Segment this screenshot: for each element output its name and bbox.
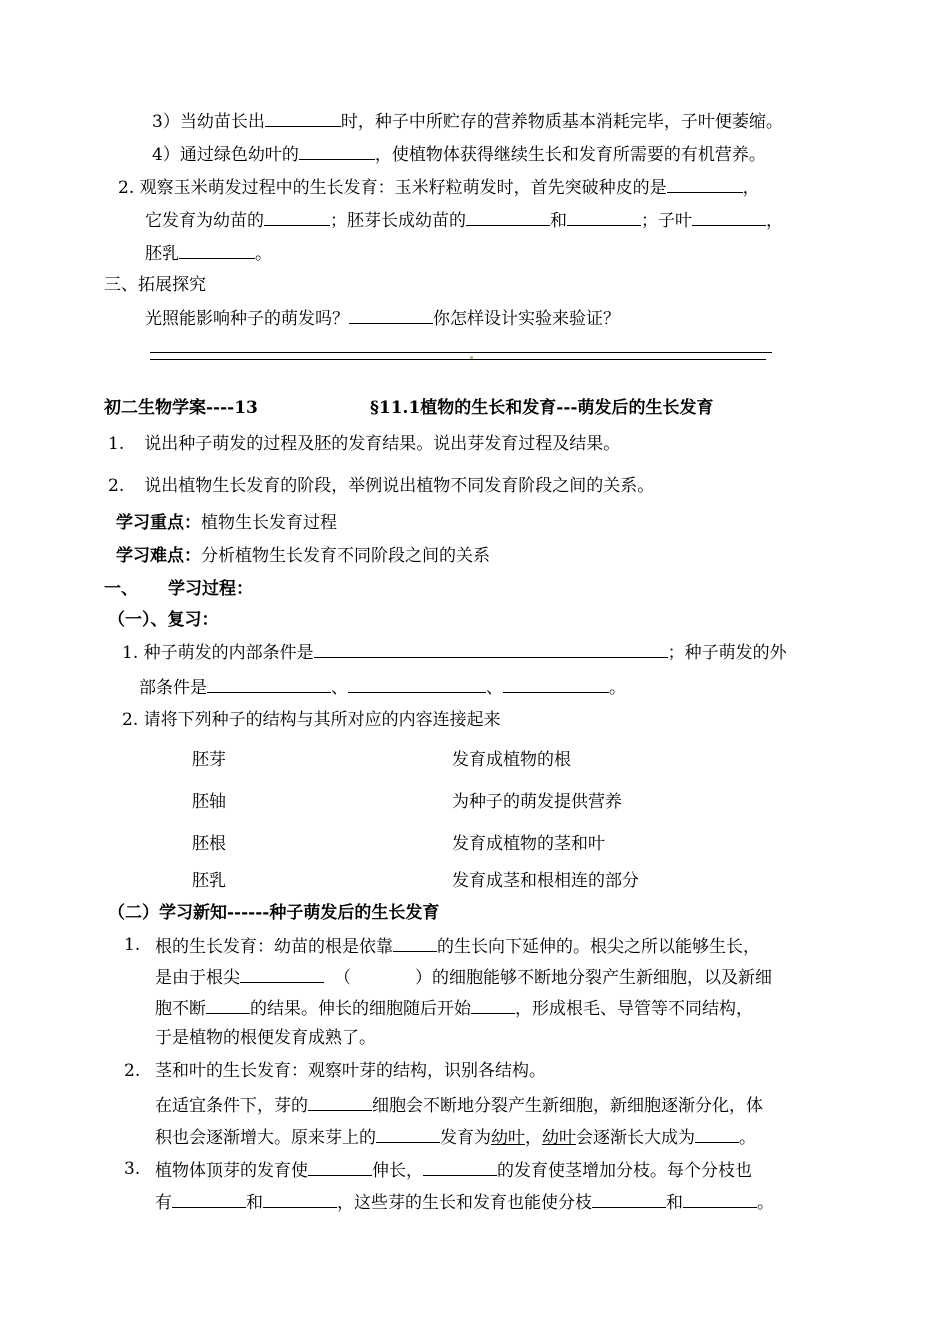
text: ；子叶 bbox=[641, 211, 692, 231]
function-item[interactable]: 发育成植物的根 bbox=[452, 750, 571, 770]
fill-blank[interactable] bbox=[567, 207, 641, 226]
fill-blank[interactable] bbox=[376, 1124, 440, 1143]
text: 学习过程： bbox=[168, 579, 253, 599]
fill-blank[interactable] bbox=[393, 933, 437, 952]
text: 胞不断 bbox=[155, 999, 206, 1019]
structure-item[interactable]: 胚轴 bbox=[192, 792, 226, 812]
text: 和 bbox=[246, 1193, 263, 1213]
text: 细胞会不断地分裂产生新细胞，新细胞逐渐分化，体 bbox=[372, 1096, 763, 1116]
p1-line-3 bbox=[155, 995, 753, 1021]
text: （ bbox=[334, 968, 351, 988]
fill-blank[interactable] bbox=[263, 1189, 337, 1208]
fill-blank[interactable] bbox=[179, 240, 255, 259]
text: 。 bbox=[757, 1193, 774, 1213]
text: ；种子萌发的外 bbox=[667, 643, 787, 663]
text: ；胚芽长成幼苗的 bbox=[330, 211, 466, 231]
text: 说出种子萌发的过程及胚的发育结果。说出芽发育过程及结果。 bbox=[144, 434, 621, 454]
function-item[interactable]: 发育成茎和根相连的部分 bbox=[452, 871, 639, 891]
text: 和 bbox=[666, 1193, 683, 1213]
text: 。 bbox=[255, 244, 272, 264]
text: ， bbox=[525, 1128, 542, 1148]
text: 伸长， bbox=[372, 1161, 423, 1181]
function-item[interactable]: 为种子的萌发提供营养 bbox=[452, 792, 622, 812]
text: 它发育为幼苗的 bbox=[145, 211, 264, 231]
review-q2: 2. 请将下列种子的结构与其所对应的内容连接起来 bbox=[122, 710, 501, 730]
text: 发育为 bbox=[440, 1128, 491, 1148]
fill-blank[interactable] bbox=[264, 207, 330, 226]
text: 胚乳 bbox=[145, 244, 179, 264]
fill-blank[interactable] bbox=[265, 108, 341, 127]
fill-blank[interactable] bbox=[172, 1189, 246, 1208]
label: 学习难点： bbox=[116, 546, 201, 566]
fill-blank[interactable] bbox=[308, 1157, 372, 1176]
p3-number: 3. bbox=[124, 1159, 141, 1179]
fill-blank[interactable] bbox=[592, 1189, 666, 1208]
top-line-4 bbox=[145, 207, 783, 233]
text: 3）当幼苗长出 bbox=[152, 112, 265, 132]
process-heading bbox=[104, 577, 253, 601]
section-3-title: 三、拓展探究 bbox=[104, 275, 206, 295]
p2-line-2 bbox=[155, 1092, 763, 1118]
p3-line-2 bbox=[155, 1189, 774, 1215]
fill-blank[interactable] bbox=[423, 1157, 497, 1176]
page-title: §11.1植物的生长和发育---萌发后的生长发育 bbox=[370, 398, 714, 418]
structure-item[interactable]: 胚乳 bbox=[192, 871, 226, 891]
text: 部条件是 bbox=[139, 678, 207, 698]
list-number: 一、 bbox=[104, 579, 138, 599]
p1-line-4: 于是植物的根便发育成熟了。 bbox=[155, 1028, 376, 1048]
text: ， bbox=[766, 211, 783, 231]
text: 的生长向下延伸的。根尖之所以能够生长， bbox=[437, 937, 760, 957]
fill-blank[interactable] bbox=[240, 964, 324, 983]
list-number: 1. bbox=[108, 434, 125, 454]
text: 4）通过绿色幼叶的 bbox=[152, 145, 299, 165]
label: 学习重点： bbox=[116, 513, 201, 533]
fill-blank[interactable] bbox=[471, 995, 515, 1014]
text: 说出植物生长发育的阶段，举例说出植物不同发育阶段之间的关系。 bbox=[144, 476, 655, 496]
text: 是由于根尖 bbox=[155, 968, 240, 988]
text: 。 bbox=[739, 1128, 756, 1148]
sheet-number: 初二生物学案----13 bbox=[104, 398, 258, 418]
fill-blank[interactable] bbox=[466, 207, 550, 226]
top-line-2 bbox=[152, 141, 766, 167]
fill-blank[interactable] bbox=[667, 174, 743, 193]
text: 。 bbox=[609, 678, 626, 698]
fill-blank[interactable] bbox=[207, 674, 331, 693]
objective-1 bbox=[108, 432, 620, 456]
text: 时，种子中所贮存的营养物质基本消耗完毕，子叶便萎缩。 bbox=[340, 112, 783, 132]
text: ，这些芽的生长和发育也能使分枝 bbox=[337, 1193, 592, 1213]
fill-blank[interactable] bbox=[683, 1189, 757, 1208]
text: 的结果。伸长的细胞随后开始 bbox=[250, 999, 471, 1019]
p1-line-2 bbox=[155, 964, 772, 990]
structure-item[interactable]: 胚芽 bbox=[192, 750, 226, 770]
top-line-5 bbox=[145, 240, 272, 266]
p3-line-1 bbox=[155, 1157, 752, 1183]
review-q1 bbox=[122, 639, 787, 665]
list-number: 2. bbox=[108, 476, 125, 496]
structure-item[interactable]: 胚根 bbox=[192, 834, 226, 854]
text: 有 bbox=[155, 1193, 172, 1213]
text: 的发育使茎增加分枝。每个分枝也 bbox=[497, 1161, 752, 1181]
fill-blank[interactable] bbox=[206, 995, 250, 1014]
text: 你怎样设计实验来验证？ bbox=[433, 309, 620, 329]
text: 、 bbox=[486, 678, 503, 698]
fill-blank[interactable] bbox=[348, 674, 486, 693]
text: ， bbox=[742, 178, 760, 198]
answer-line bbox=[150, 359, 766, 360]
fill-blank[interactable] bbox=[503, 674, 609, 693]
learning-difficulty bbox=[116, 544, 490, 568]
fill-blank[interactable] bbox=[308, 1092, 372, 1111]
new-knowledge-heading: （二）学习新知------种子萌发后的生长发育 bbox=[108, 903, 440, 923]
learning-focus bbox=[116, 511, 337, 535]
text: 、 bbox=[331, 678, 348, 698]
top-line-1 bbox=[152, 108, 783, 134]
text: 光照能影响种子的萌发吗？ bbox=[145, 309, 349, 329]
fill-blank[interactable] bbox=[692, 207, 766, 226]
text: 2. 观察玉米萌发过程中的生长发育：玉米籽粒萌发时，首先突破种皮的是 bbox=[118, 178, 667, 198]
p2-line-3 bbox=[155, 1124, 756, 1150]
text: 植物生长发育过程 bbox=[201, 513, 337, 533]
review-q1-cont bbox=[139, 674, 626, 700]
text: 1. 种子萌发的内部条件是 bbox=[122, 643, 314, 663]
p1-number: 1. bbox=[124, 935, 141, 955]
text: 积也会逐渐增大。原来芽上的 bbox=[155, 1128, 376, 1148]
text: 幼叶 bbox=[491, 1128, 525, 1148]
speck bbox=[470, 356, 473, 359]
fill-blank[interactable] bbox=[299, 141, 375, 160]
objective-2 bbox=[108, 474, 654, 498]
p2-line-1: 茎和叶的生长发育：观察叶芽的结构，识别各结构。 bbox=[155, 1061, 546, 1081]
text: ，形成根毛、导管等不同结构， bbox=[515, 999, 753, 1019]
text: ，使植物体获得继续生长和发育所需要的有机营养。 bbox=[374, 145, 766, 165]
p1-line-1 bbox=[155, 933, 760, 959]
fill-blank[interactable] bbox=[695, 1124, 739, 1143]
review-heading: （一）、复习： bbox=[108, 610, 219, 630]
text: 在适宜条件下，芽的 bbox=[155, 1096, 308, 1116]
top-line-3 bbox=[118, 174, 760, 200]
text: 分析植物生长发育不同阶段之间的关系 bbox=[201, 546, 490, 566]
text: 根的生长发育：幼苗的根是依靠 bbox=[155, 937, 393, 957]
text: 植物体顶芽的发育使 bbox=[155, 1161, 308, 1181]
text: 幼叶 bbox=[542, 1128, 576, 1148]
text: 和 bbox=[550, 211, 567, 231]
p2-number: 2. bbox=[124, 1061, 141, 1081]
fill-blank[interactable] bbox=[349, 305, 433, 324]
answer-line bbox=[150, 352, 772, 353]
text: 会逐渐长大成为 bbox=[576, 1128, 695, 1148]
text: ）的细胞能够不断地分裂产生新细胞，以及新细 bbox=[415, 968, 772, 988]
fill-blank[interactable] bbox=[314, 639, 668, 658]
section-3-question bbox=[145, 305, 620, 331]
function-item[interactable]: 发育成植物的茎和叶 bbox=[452, 834, 605, 854]
